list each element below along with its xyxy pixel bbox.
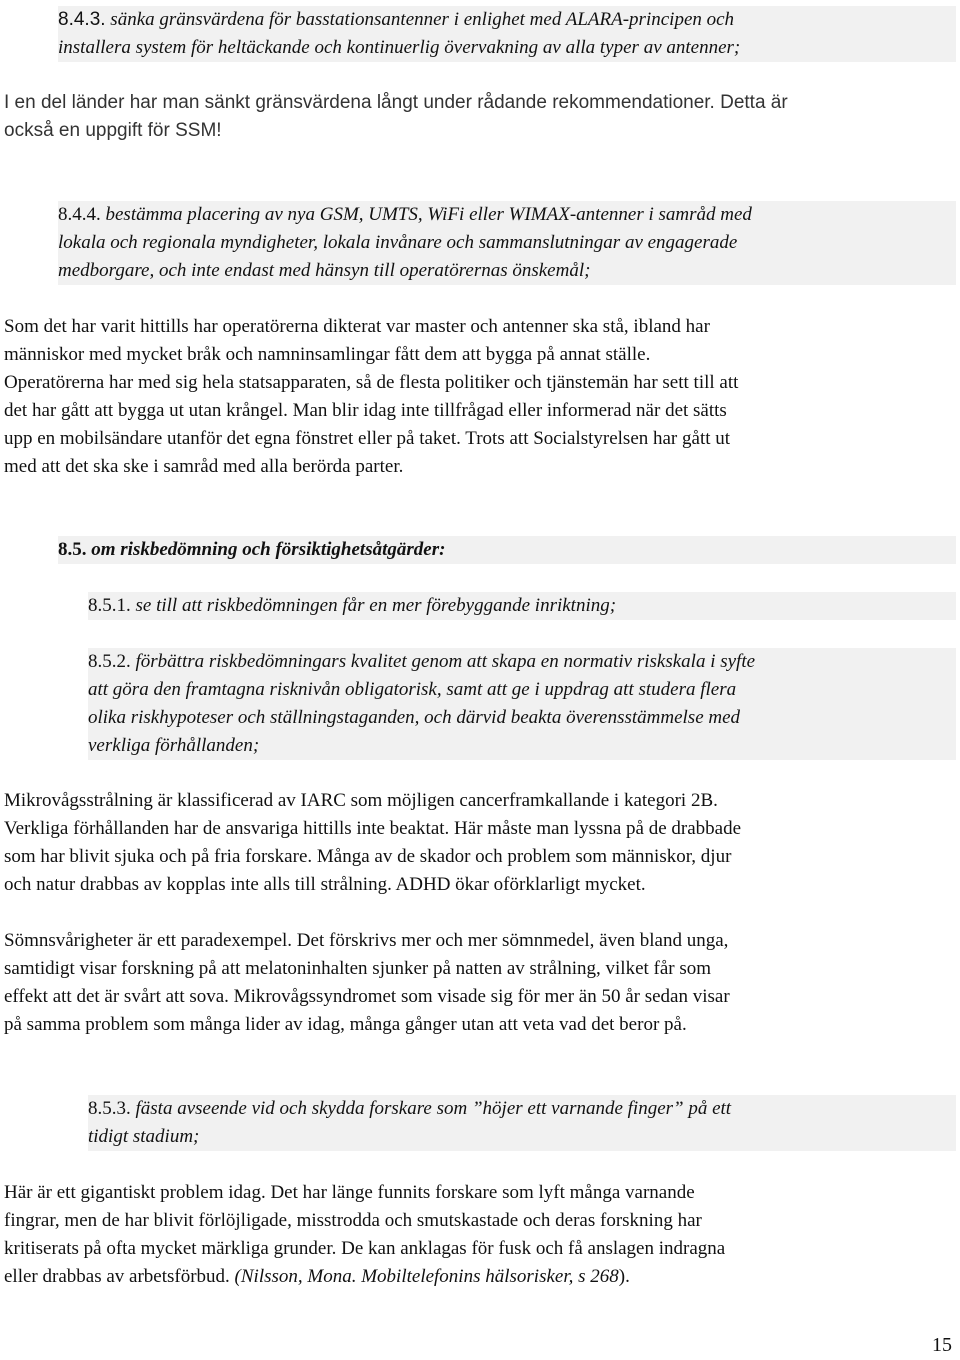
item-8-4-4-line-2: lokala och regionala myndigheter, lokala invånare och sammanslutningar av engagerade (58, 232, 738, 253)
paragraph-line: som har blivit sjuka och på fria forskare. Många av de skador och problem som människor, djur (4, 846, 732, 867)
item-8-5-2 (88, 648, 956, 760)
paragraph-line: kritiserats på ofta mycket märkliga grunder. De kan anklagas för fusk och få anslagen indragna (4, 1238, 726, 1259)
paragraph-line: det har gått att bygga ut utan krångel. Man blir idag inte tillfrågad eller informerad när det sätts (4, 400, 727, 421)
paragraph-2 (4, 313, 952, 481)
item-8-5-2-line-3: olika riskhypoteser och ställningstaganden, och därvid beakta överensstämmelse med (88, 707, 741, 728)
item-8-5-3 (88, 1095, 956, 1151)
item-8-4-4 (58, 201, 956, 285)
item-8-4-3-line-2: installera system för heltäckande och kontinuerlig övervakning av alla typer av antenner; (58, 37, 741, 58)
paragraph-line: Operatörerna har med sig hela statsapparaten, så de flesta politiker och tjänstemän har sett till att (4, 372, 739, 393)
item-8-5-2-line-4: verkliga förhållanden; (88, 735, 260, 756)
paragraph-line: I en del länder har man sänkt gränsvärdena långt under rådande rekommendationer. Detta är (4, 92, 788, 113)
paragraph-line: Sömnsvårigheter är ett paradexempel. Det förskrivs mer och mer sömnmedel, även bland unga, (4, 930, 729, 951)
item-8-5-2-line-1: 8.5.2. förbättra riskbedömningars kvalitet genom att skapa en normativ riskskala i syfte (88, 651, 756, 672)
item-8-5-3-number: 8.5.3. (88, 1098, 131, 1119)
paragraph-line: med att det ska ske i samråd med alla berörda parter. (4, 456, 404, 477)
item-8-5-3-line-1: 8.5.3. fästa avseende vid och skydda forskare som ”höjer ett varnande finger” på ett (88, 1098, 732, 1119)
item-8-4-3-number: 8.4.3. (58, 9, 106, 30)
page-number: 15 (932, 1334, 952, 1356)
item-8-5-2-number: 8.5.2. (88, 651, 131, 672)
item-8-4-4-line-1: 8.4.4. bestämma placering av nya GSM, UMTS, WiFi eller WIMAX-antenner i samråd med (58, 204, 752, 225)
paragraph-line: fingrar, men de har blivit förlöjligade, misstrodda och smutskastade och deras forskning har (4, 1210, 702, 1231)
paragraph-4 (4, 927, 952, 1039)
heading-8-5-number: 8.5. (58, 539, 87, 560)
heading-8-5 (58, 536, 956, 564)
citation: (Nilsson, Mona. Mobiltelefonins hälsorisker, s 268 (234, 1266, 619, 1287)
paragraph-line: upp en mobilsändare utanför det egna fönstret eller på taket. Trots att Socialstyrelsen har gått ut (4, 428, 731, 449)
item-8-4-4-number: 8.4.4. (58, 204, 101, 225)
paragraph-line: och natur drabbas av kopplas inte alls till strålning. ADHD ökar oförklarligt mycket. (4, 874, 646, 895)
paragraph-5 (4, 1179, 952, 1291)
paragraph-line-last: eller drabbas av arbetsförbud. (Nilsson, Mona. Mobiltelefonins hälsorisker, s 268). (4, 1266, 630, 1287)
paragraph-line: också en uppgift för SSM! (4, 120, 222, 141)
paragraph-line: människor med mycket bråk och namninsamlingar fått dem att bygga på annat ställe. (4, 344, 651, 365)
item-8-4-3 (58, 6, 956, 62)
paragraph-1 (4, 89, 944, 145)
paragraph-line: Mikrovågsstrålning är klassificerad av IARC som möjligen cancerframkallande i kategori 2B. (4, 790, 718, 811)
item-8-5-1: 8.5.1. se till att riskbedömningen får en mer förebyggande inriktning; (88, 592, 956, 620)
paragraph-line: samtidigt visar forskning på att melatoninhalten sjunker på natten av strålning, vilket får som (4, 958, 712, 979)
item-8-4-4-line-3: medborgare, och inte endast med hänsyn till operatörernas önskemål; (58, 260, 591, 281)
item-8-4-3-line-1: 8.4.3. sänka gränsvärdena för basstationsantenner i enlighet med ALARA-principen och (58, 9, 735, 30)
paragraph-line: Verkliga förhållanden har de ansvariga hittills inte beaktat. Här måste man lyssna på de drabbade (4, 818, 742, 839)
paragraph-line: effekt att det är svårt att sova. Mikrovågssyndromet som visade sig för mer än 50 år sedan visar (4, 986, 730, 1007)
paragraph-line: Här är ett gigantiskt problem idag. Det har länge funnits forskare som lyft många varnande (4, 1182, 695, 1203)
paragraph-line: Som det har varit hittills har operatörerna dikterat var master och antenner ska stå, ibland har (4, 316, 710, 337)
item-8-5-1-number: 8.5.1. (88, 595, 131, 616)
item-8-5-2-line-2: att göra den framtagna risknivån obligatorisk, samt att ge i uppdrag att studera flera (88, 679, 737, 700)
paragraph-3 (4, 787, 952, 899)
paragraph-line: på samma problem som många lider av idag, många gånger utan att veta vad det beror på. (4, 1014, 687, 1035)
item-8-5-3-line-2: tidigt stadium; (88, 1126, 200, 1147)
heading-8-5-text: om riskbedömning och försiktighetsåtgärder: (86, 539, 446, 560)
